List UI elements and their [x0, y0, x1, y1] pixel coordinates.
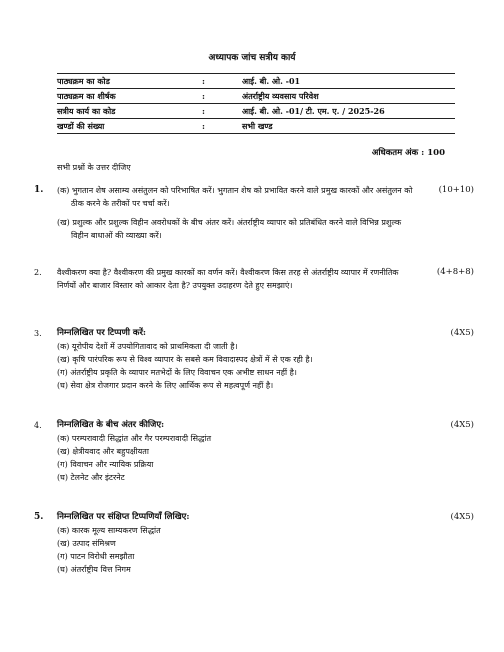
- course-title-value: अंतर्राष्ट्रीय व्यवसाय परिवेश: [242, 90, 319, 101]
- separator: :: [202, 121, 205, 131]
- question-marks: (4X5): [450, 512, 474, 522]
- course-title-row: [57, 88, 455, 103]
- question-2: [34, 266, 474, 311]
- list-item: (ख) कृषि पारंपरिक रूप से विश्व व्यापार के सबसे कम विवादास्पद क्षेत्रों में से एक रही है।: [57, 355, 313, 364]
- course-code-label: पाठ्यक्रम का कोड: [57, 75, 110, 86]
- question-body: [57, 511, 417, 576]
- assignment-code-value: आई. बी. ओ. -01/ टी. एम. ए. / 2025-26: [242, 105, 385, 116]
- question-number: 2.: [34, 268, 42, 277]
- course-title-label: पाठ्यक्रम का शीर्षक: [57, 90, 116, 101]
- question-body: [57, 327, 417, 392]
- blocks-label: खण्डों की संख्या: [57, 120, 105, 131]
- question-heading: निम्नलिखित के बीच अंतर कीजिए:: [57, 420, 165, 430]
- course-code-row: [57, 74, 455, 88]
- question-body: [57, 266, 417, 292]
- list-item: (ग) पाटन विरोधी समझौता: [57, 552, 135, 561]
- question-4: [34, 419, 474, 499]
- list-item: (ख) क्षेत्रीयवाद और बहुपक्षीयता: [57, 447, 149, 456]
- question-number: 1.: [34, 185, 44, 195]
- question-number: 4.: [34, 421, 42, 430]
- separator: :: [202, 76, 205, 86]
- list-item: (ग) विवाचन और न्यायिक प्रक्रिया: [57, 460, 154, 469]
- question-number: 5.: [34, 512, 44, 522]
- question-marks: (10+10): [438, 185, 474, 195]
- question-3: [34, 327, 474, 407]
- question-body: [57, 184, 417, 242]
- course-code-value: आई. बी. ओ. -01: [242, 75, 301, 86]
- list-item: (घ) अंतर्राष्ट्रीय वित्त निगम: [57, 565, 131, 574]
- question-number: 3.: [34, 329, 42, 338]
- question-marks: (4X5): [450, 420, 474, 430]
- list-item: (घ) सेवा क्षेत्र रोजगार प्रदान करने के लिए आर्थिक रूप से महत्वपूर्ण नहीं है।: [57, 381, 274, 390]
- instruction: सभी प्रश्नों के उत्तर दीजिए: [57, 163, 131, 172]
- course-info-table: [57, 73, 455, 134]
- sub-question-b: (ख) प्रशुल्क और प्रशुल्क विहीन अवरोधकों के बीच अंतर करें। अंतर्राष्ट्रीय व्यापार को प्रतिबंधित करने वाले विभिन्न प्रशुल्क विहीन बाधाओं की व्याख्या करें।: [57, 218, 402, 240]
- question-heading: निम्नलिखित पर संक्षिप्त टिप्पणियाँ लिखिए:: [57, 512, 190, 522]
- list-item: (क) परम्परावादी सिद्धांत और गैर परम्परावादी सिद्धांत: [57, 434, 212, 443]
- question-marks: (4+8+8): [436, 267, 474, 277]
- question-1: [34, 184, 474, 254]
- list-item: (ग) अंतर्राष्ट्रीय प्रकृति के व्यापार मतभेदों के लिए विवाचन एक अभीष्ट साधन नहीं है।: [57, 368, 297, 377]
- assignment-code-row: [57, 103, 455, 118]
- list-item: (क) कारक मूल्य साम्यकरण सिद्धांत: [57, 526, 161, 535]
- sub-question-a: (क) भुगतान शेष असाम्य असंतुलन को परिभाषित करें। भुगतान शेष को प्रभावित करने वाले प्रमुख कारकों और असंतुलन को ठीक करने के तरीकों पर चर्चा करें।: [57, 186, 413, 208]
- question-text: वैश्वीकरण क्या है? वैश्वीकरण की प्रमुख कारकों का वर्णन करें। वैश्वीकरण किस तरह से अंतर्राष्ट्रीय व्यापार में रणनीतिक निर्णयों और बाजार विस्तार को आकार देता है? उपयुक्त उदाहरण देते हुए समझाएं।: [57, 268, 399, 290]
- max-marks: अधिकतम अंक : 100: [371, 148, 445, 158]
- blocks-row: [57, 118, 455, 133]
- question-marks: (4X5): [450, 328, 474, 338]
- separator: :: [202, 106, 205, 116]
- blocks-value: सभी खण्ड: [242, 120, 273, 131]
- list-item: (घ) टेलनेट और इंटरनेट: [57, 473, 125, 482]
- separator: :: [202, 91, 205, 101]
- list-item: (क) यूरोपीय देशों में उपयोगितावाद को प्राथमिकता दी जाती है।: [57, 342, 238, 351]
- list-item: (ख) उत्पाद संमिश्रण: [57, 539, 116, 548]
- assignment-code-label: सत्रीय कार्य का कोड: [57, 105, 116, 116]
- question-body: [57, 419, 417, 484]
- page-title: अध्यापक जांच सत्रीय कार्य: [208, 53, 296, 63]
- question-5: [34, 511, 474, 591]
- question-heading: निम्नलिखित पर टिप्पणी करें:: [57, 328, 147, 338]
